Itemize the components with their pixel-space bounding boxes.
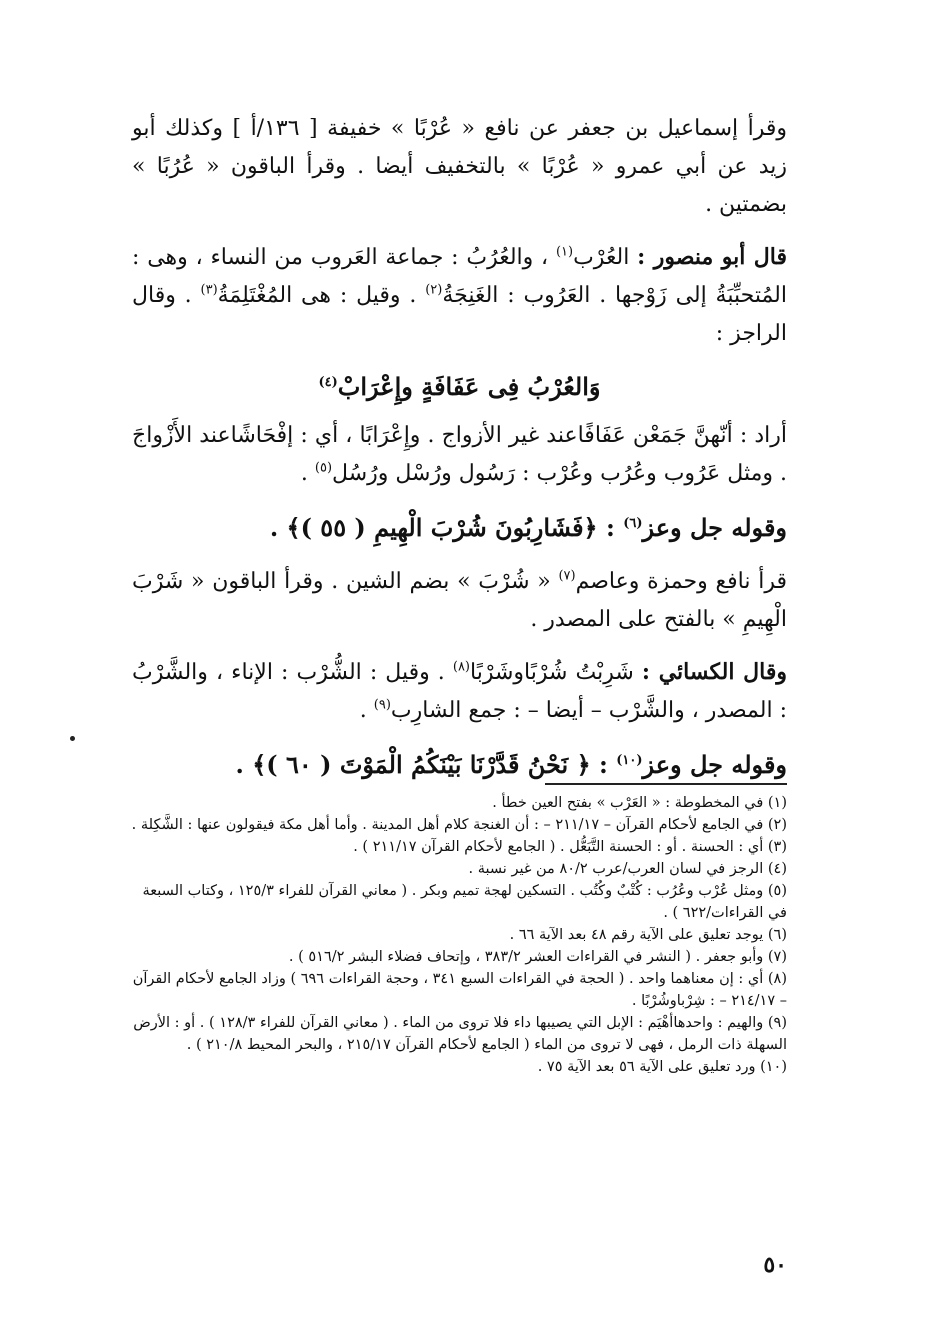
footnote-ref-7: (٧) <box>558 568 576 584</box>
quran-verse-55 <box>132 507 787 549</box>
footnote-9: (٩) والهيم : واحدهاأهْيَم : الإبل التي يصيبها داء فلا تروى من الماء . ( معاني القرآن للفراء ١٢٨/٣ ) . أو : الأرض السهلة ذات الرمل ، فهى لا تروى من الماء ( الجامع لأحكام القرآن ٢١٥/١٧ ، والبحر المحيط ٢١٠/٨ ) . <box>133 1015 787 1053</box>
paragraph-4-text-b: « شُرْبَ » بضم الشين . وقرأ الباقون « شَرْبَ الْهِيمِ » بالفتح على المصدر . <box>132 569 787 632</box>
paragraph-2 <box>132 238 787 353</box>
margin-dot <box>70 736 75 741</box>
paragraph-2-text-c: . وقيل : هى المُغْتَلِمَةُ <box>217 283 426 308</box>
paragraph-2-text-b: ، والعُرُبُ : جماعة العَروب من النساء ، وهى : المُتحبِّبَةُ إلى زَوْجها . العَرُوب : الغَنِجَةُ <box>132 245 787 308</box>
quran-lead-2: وقوله جل وعز <box>642 750 787 779</box>
footnote-8: (٨) أي : إن معناهما واحد . ( الحجة في القراءات السبع ٣٤١ ، وحجة القراءات ٦٩٦ ) وزاد الجامع لأحكام القرآن – ٢١٤/١٧ – : شِرْباوشُرْبًا . <box>132 971 787 1009</box>
footnote-ref-8: (٨) <box>452 659 470 675</box>
footnote-ref-1: (١) <box>555 244 574 260</box>
footnote-7: (٧) وأبو جعفر . ( النشر في القراءات العشر ٣٨٣/٢ ، وإتحاف فضلاء البشر ٥١٦/٢ ) . <box>288 949 787 965</box>
verse-text: وَالعُرْبُ فِى عَفَافَةٍ وإِعْرَابْ <box>337 372 601 401</box>
footnotes <box>129 792 787 1078</box>
paragraph-5-text-a: شَرِبْتُ شُرْبًاوشَرْبًا <box>470 660 642 685</box>
quran-verse-60 <box>132 744 787 786</box>
footnote-ref-2: (٢) <box>425 282 443 298</box>
paragraph-2-lead: قال أبو منصور : <box>637 244 787 270</box>
footnote-5: (٥) ومثل عُرْب وعُرُب : كُتْبٌ وكُتُب . التسكين لهجة تميم وبكر . ( معاني القرآن للفراء ١٢٥/٣ ، وكتاب السبعة في القراءات/٦٢٢ ) . <box>142 883 787 921</box>
paragraph-2-text-d: . وقال الراجز : <box>132 283 787 346</box>
footnote-ref-4: (٤) <box>318 375 338 390</box>
paragraph-5-text-b: . وقيل : الشُّرْب : الإناء ، والشَّرْبُ : المصدر ، والشَّرْب – أيضا – : جمع الشارِب <box>132 660 787 723</box>
footnote-4: (٤) الرجز في لسان العرب/عرب ٨٠/٢ من غير نسبة . <box>468 861 787 877</box>
paragraph-4-text-a: قرأ نافع وحمزة وعاصم <box>575 569 787 594</box>
page-number: ٥٠ <box>763 1252 787 1278</box>
paragraph-5-lead: وقال الكسائي : <box>641 659 787 685</box>
paragraph-3 <box>132 417 787 493</box>
paragraph-4 <box>132 563 787 639</box>
paragraph-5-text-c: . <box>359 698 374 723</box>
footnote-ref-6: (٦) <box>623 516 643 531</box>
paragraph-1-text: وقرأ إسماعيل بن جعفر عن نافع « عُرْبًا » خفيفة [ ١٣٦/أ ] وكذلك أبو زيد عن أبي عمرو « عُرْبًا » بالتخفيف أيضا . وقرأ الباقون « عُرُبًا » بضمتين . <box>132 116 788 217</box>
footnote-separator <box>545 783 787 785</box>
footnote-1: (١) في المخطوطة : « العَرْب » بفتح العين خطأ . <box>492 795 787 811</box>
footnote-ref-3: (٣) <box>200 282 218 298</box>
footnote-10: (١٠) ورد تعليق على الآية ٥٦ بعد الآية ٧٥ . <box>537 1059 787 1075</box>
footnote-6: (٦) يوجد تعليق على الآية رقم ٤٨ بعد الآية ٦٦ . <box>509 927 787 943</box>
quran-text-2: : ﴿ نَحْنُ قَدَّرْنَا بَيْنَكُمُ الْمَوْتَ ( ٦٠ )﴾ . <box>235 750 617 779</box>
paragraph-3-text-a: أراد : أنّهنَّ جَمَعْن عَفَافًاعند غير الأزواج . وإِعْرَابًا ، أي : إفْحَاشًاعند الأَزْواجَ . ومثل عَرُوب وعُرُب وعُرْب : رَسُول ورُسْل ورُسُل <box>132 423 787 486</box>
paragraph-2-text-a: العُرْب <box>573 245 638 270</box>
paragraph-5 <box>132 653 787 730</box>
paragraph-1 <box>132 110 787 224</box>
footnote-ref-9: (٩) <box>373 697 391 713</box>
footnote-2: (٢) في الجامع لأحكام القرآن – ٢١١/١٧ – : أن الغنجة كلام أهل المدينة . وأما أهل مكة فيقولون عنها : الشَّكِلة . <box>131 817 787 833</box>
quran-lead-1: وقوله جل وعز <box>642 513 787 542</box>
main-text <box>132 110 787 800</box>
poetry-verse <box>132 367 787 407</box>
footnote-ref-10: (١٠) <box>616 753 643 768</box>
footnote-3: (٣) أي : الحسنة . أو : الحسنة التَّبَعُّل . ( الجامع لأحكام القرآن ٢١١/١٧ ) . <box>353 839 787 855</box>
footnote-ref-5: (٥) <box>314 460 333 476</box>
paragraph-3-text-b: . <box>300 461 315 486</box>
quran-text-1: : ﴿فَشَارِبُونَ شُرْبَ الْهِيمِ ( ٥٥ )﴾ . <box>269 513 624 542</box>
